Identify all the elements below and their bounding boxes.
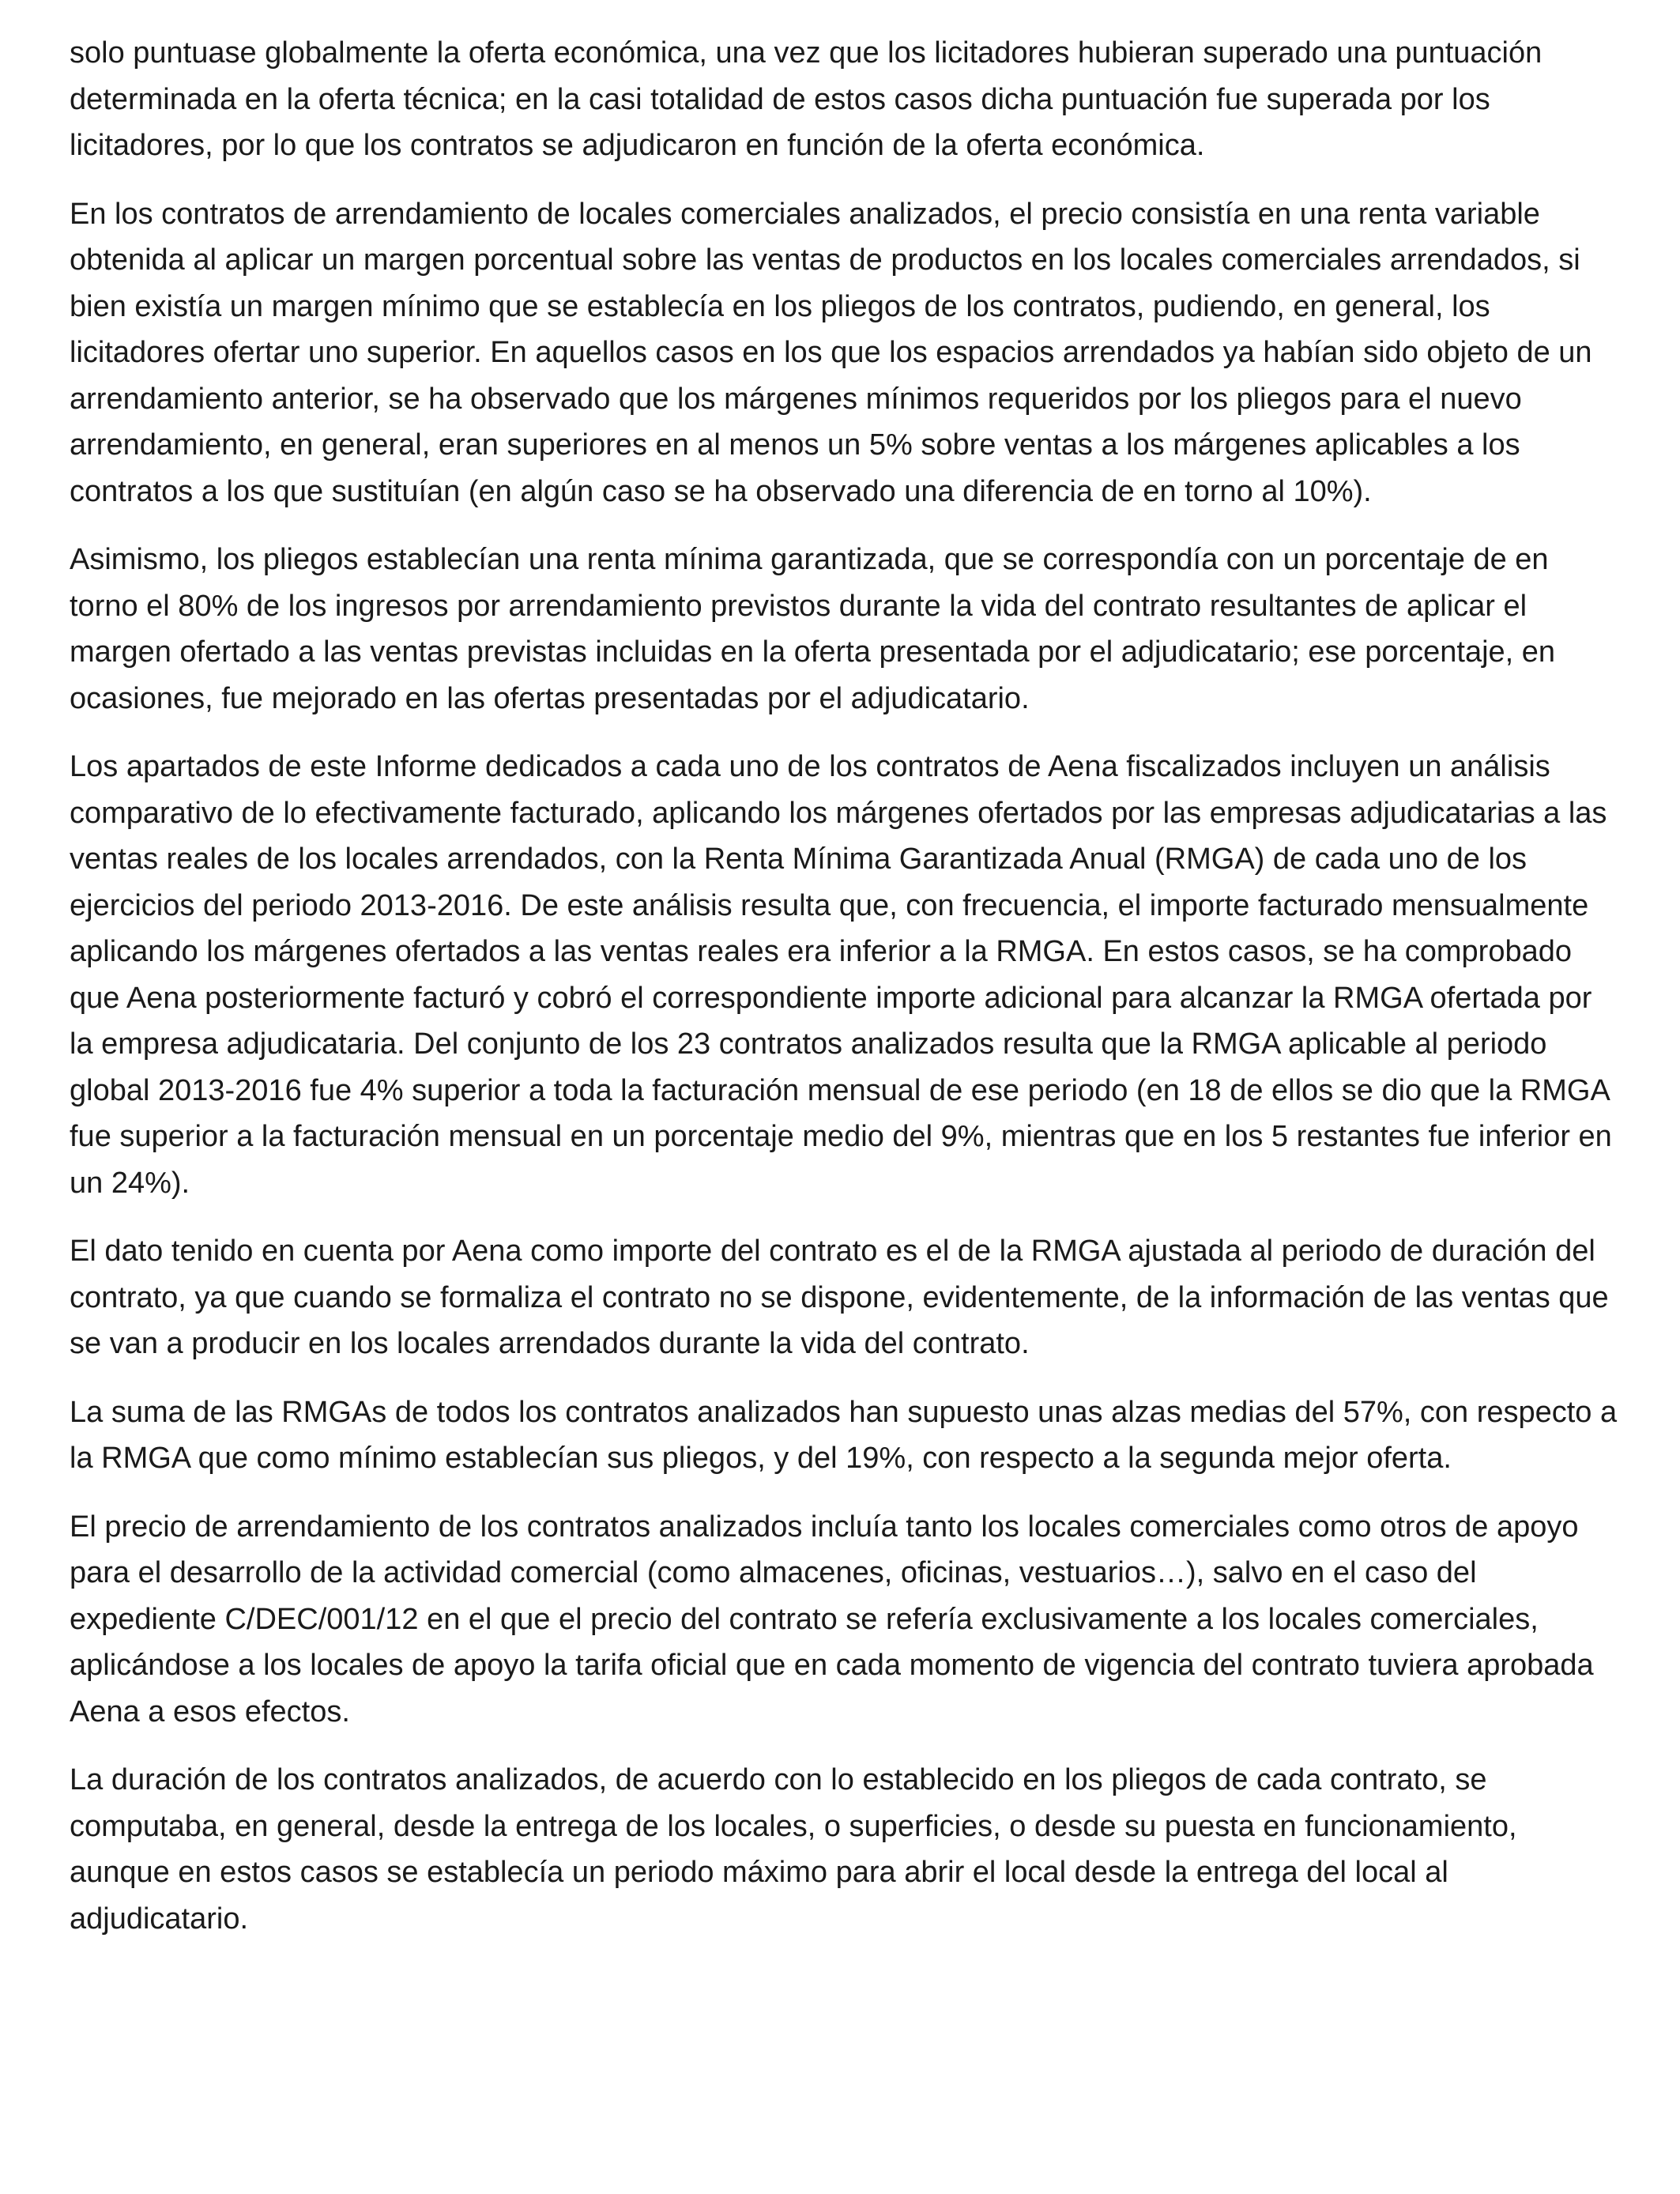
paragraph-2: En los contratos de arrendamiento de locales comerciales analizados, el precio consistía en una renta variable obtenida al aplicar un margen porcentual sobre las ventas de productos en los locales comerciales arrendados, si bien existía un margen mínimo que se establecía en los pliegos de los contratos, pudiendo, en general, los licitadores ofertar uno superior. En aquellos casos en los que los espacios arrendados ya habían sido objeto de un arrendamiento anterior, se ha observado que los márgenes mínimos requeridos por los pliegos para el nuevo arrendamiento, en general, eran superiores en al menos un 5% sobre ventas a los márgenes aplicables a los contratos a los que sustituían (en algún caso se ha observado una diferencia de en torno al 10%). (70, 197, 1592, 508)
paragraph-6: La suma de las RMGAs de todos los contratos analizados han supuesto unas alzas medias del 57%, con respecto a la RMGA que como mínimo establecían sus pliegos, y del 19%, con respecto a la segunda mejor oferta. (70, 1395, 1618, 1475)
paragraph-7: El precio de arrendamiento de los contratos analizados incluía tanto los locales comerciales como otros de apoyo para el desarrollo de la actividad comercial (como almacenes, oficinas, vestuarios…), salvo en el caso del expediente C/DEC/001/12 en el que el precio del contrato se refería exclusivamente a los locales comerciales, aplicándose a los locales de apoyo la tarifa oficial que en cada momento de vigencia del contrato tuviera aprobada Aena a esos efectos. (70, 1510, 1594, 1728)
paragraph-8: La duración de los contratos analizados, de acuerdo con lo establecido en los pliegos de cada contrato, se computaba, en general, desde la entrega de los locales, o superficies, o desde su puesta en funcionamiento, aunque en estos casos se establecía un periodo máximo para abrir el local desde la entrega del local al adjudicatario. (70, 1763, 1517, 1936)
paragraph-3: Asimismo, los pliegos establecían una renta mínima garantizada, que se correspondía con un porcentaje de en torno el 80% de los ingresos por arrendamiento previstos durante la vida del contrato resultantes de aplicar el margen ofertado a las ventas previstas incluidas en la oferta presentada por el adjudicatario; ese porcentaje, en ocasiones, fue mejorado en las ofertas presentadas por el adjudicatario. (70, 543, 1556, 715)
paragraph-5: El dato tenido en cuenta por Aena como importe del contrato es el de la RMGA ajustada al periodo de duración del contrato, ya que cuando se formaliza el contrato no se dispone, evidentemente, de la información de las ventas que se van a producir en los locales arrendados durante la vida del contrato. (70, 1235, 1609, 1360)
paragraph-1: solo puntuase globalmente la oferta económica, una vez que los licitadores hubieran superado una puntuación determinada en la oferta técnica; en la casi totalidad de estos casos dicha puntuación fue superada por los licitadores, por lo que los contratos se adjudicaron en función de la oferta económica. (70, 36, 1543, 162)
document-body (70, 30, 1620, 1964)
paragraph-4: Los apartados de este Informe dedicados a cada uno de los contratos de Aena fiscalizados incluyen un análisis comparativo de lo efectivamente facturado, aplicando los márgenes ofertados por las empresas adjudicatarias a las ventas reales de los locales arrendados, con la Renta Mínima Garantizada Anual (RMGA) de cada uno de los ejercicios del periodo 2013-2016. De este análisis resulta que, con frecuencia, el importe facturado mensualmente aplicando los márgenes ofertados a las ventas reales era inferior a la RMGA. En estos casos, se ha comprobado que Aena posteriormente facturó y cobró el correspondiente importe adicional para alcanzar la RMGA ofertada por la empresa adjudicataria. Del conjunto de los 23 contratos analizados resulta que la RMGA aplicable al periodo global 2013-2016 fue 4% superior a toda la facturación mensual de ese periodo (en 18 de ellos se dio que la RMGA fue superior a la facturación mensual en un porcentaje medio del 9%, mientras que en los 5 restantes fue inferior en un 24%). (70, 750, 1612, 1200)
